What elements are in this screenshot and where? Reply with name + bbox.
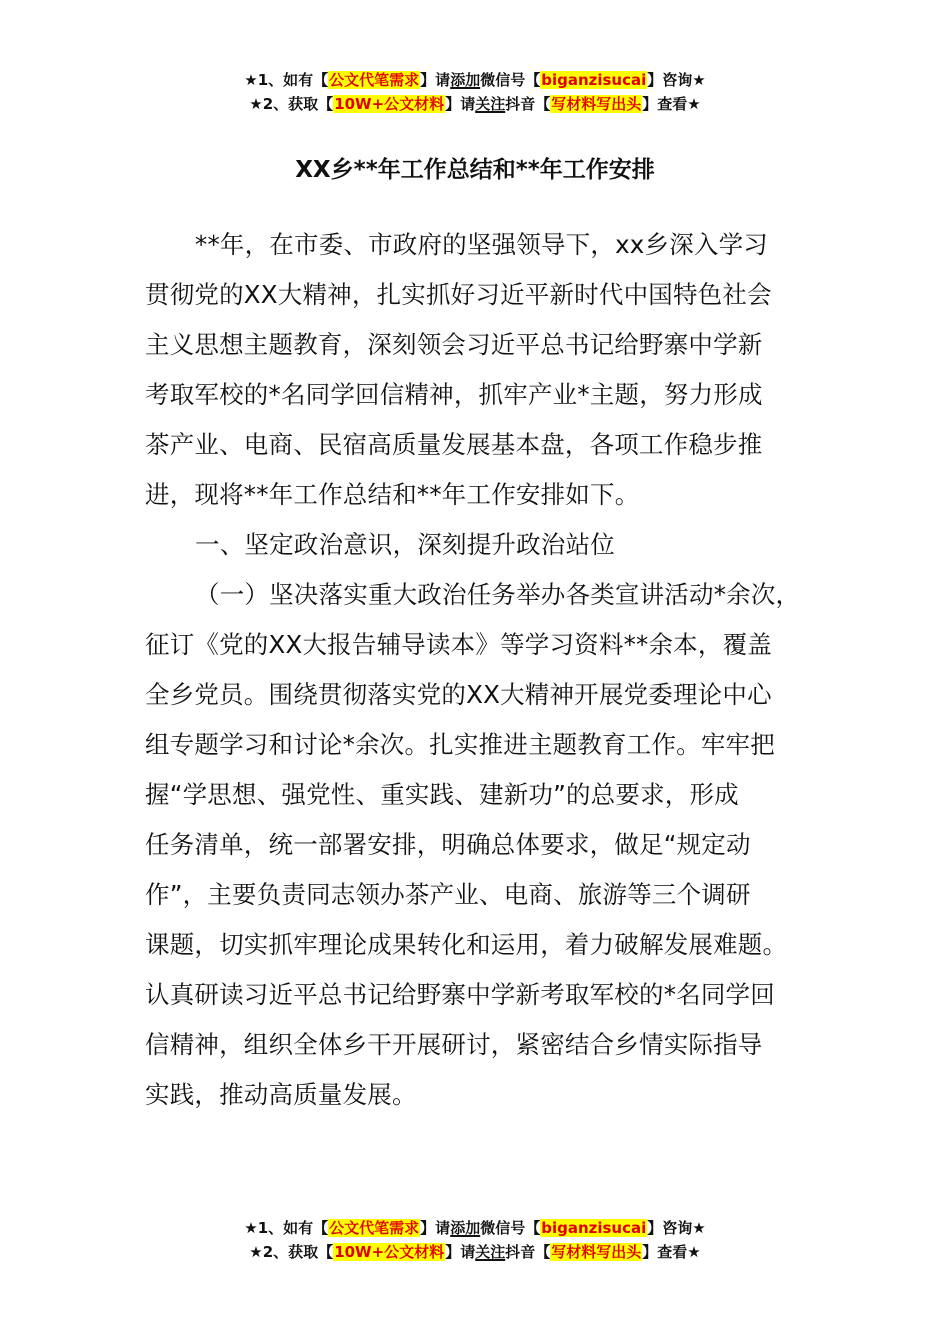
underlined-text: 关注 [475, 1243, 506, 1261]
text-line: 贯彻党的XX大精神，扎实抓好习近平新时代中国特色社会 [145, 280, 772, 309]
text-line: 握“学思想、强党性、重实践、建新功”的总要求，形成 [145, 780, 739, 809]
section-heading: 一、坚定政治意识，深刻提升政治站位 [195, 530, 615, 559]
text-line: 实践，推动高质量发展。 [145, 1080, 417, 1109]
banner-line-2 [0, 1240, 950, 1264]
footer-banner [0, 1216, 950, 1264]
banner-text: ★1、如有【 [244, 1219, 329, 1237]
banner-text: 】请 [445, 95, 476, 113]
header-banner [0, 68, 950, 116]
text-line: 课题，切实抓牢理论成果转化和运用，着力破解发展难题。 [145, 930, 788, 959]
highlight-writing-service: 公文代笔需求 [329, 71, 420, 89]
document-body [145, 220, 825, 1120]
text-line: 全乡党员。围绕贯彻落实党的XX大精神开展党委理论中心 [145, 680, 772, 709]
banner-text: 】请 [420, 1219, 451, 1237]
highlight-douyin-account: 写材料写出头 [551, 1243, 642, 1261]
banner-line-1 [0, 1216, 950, 1240]
underlined-text: 关注 [475, 95, 506, 113]
text-line: 征订《党的XX大报告辅导读本》等学习资料**余本，覆盖 [145, 630, 772, 659]
text-line: 作”，主要负责同志领办茶产业、电商、旅游等三个调研 [145, 880, 751, 909]
highlight-wechat-id: biganzisucai [541, 71, 647, 89]
banner-text: 微信号【 [480, 1219, 541, 1237]
banner-line-2 [0, 92, 950, 116]
highlight-writing-service: 公文代笔需求 [329, 1219, 420, 1237]
banner-text: 微信号【 [480, 71, 541, 89]
banner-text: ★2、获取【 [249, 1243, 334, 1261]
highlight-materials: 10W+公文材料 [334, 1243, 445, 1261]
banner-text: 抖音【 [505, 1243, 551, 1261]
text-line: 认真研读习近平总书记给野寨中学新考取军校的*名同学回 [145, 980, 775, 1009]
text-line: 组专题学习和讨论*余次。扎实推进主题教育工作。牢牢把 [145, 730, 775, 759]
text-line: 茶产业、电商、民宿高质量发展基本盘，各项工作稳步推 [145, 430, 763, 459]
highlight-wechat-id: biganzisucai [541, 1219, 647, 1237]
text-line: **年，在市委、市政府的坚强领导下，xx乡深入学习 [195, 230, 768, 259]
text-line: 进，现将**年工作总结和**年工作安排如下。 [145, 480, 640, 509]
highlight-douyin-account: 写材料写出头 [551, 95, 642, 113]
text-line: 考取军校的*名同学回信精神，抓牢产业*主题，努力形成 [145, 380, 763, 409]
banner-text: ★1、如有【 [244, 71, 329, 89]
text-line: 任务清单，统一部署安排，明确总体要求，做足“规定动 [145, 830, 751, 859]
document-title: XX乡**年工作总结和**年工作安排 [295, 157, 655, 183]
banner-text: 】查看★ [642, 95, 701, 113]
text-line: 信精神，组织全体乡干开展研讨，紧密结合乡情实际指导 [145, 1030, 763, 1059]
text-line: 主义思想主题教育，深刻领会习近平总书记给野寨中学新 [145, 330, 763, 359]
banner-line-1 [0, 68, 950, 92]
underlined-text: 添加 [450, 1219, 481, 1237]
banner-text: 】咨询★ [647, 71, 706, 89]
banner-text: 】请 [445, 1243, 476, 1261]
banner-text: 抖音【 [505, 95, 551, 113]
underlined-text: 添加 [450, 71, 481, 89]
highlight-materials: 10W+公文材料 [334, 95, 445, 113]
text-line: （一）坚决落实重大政治任务举办各类宣讲活动*余次， [195, 580, 801, 609]
banner-text: 】咨询★ [647, 1219, 706, 1237]
banner-text: 】请 [420, 71, 451, 89]
banner-text: ★2、获取【 [249, 95, 334, 113]
banner-text: 】查看★ [642, 1243, 701, 1261]
